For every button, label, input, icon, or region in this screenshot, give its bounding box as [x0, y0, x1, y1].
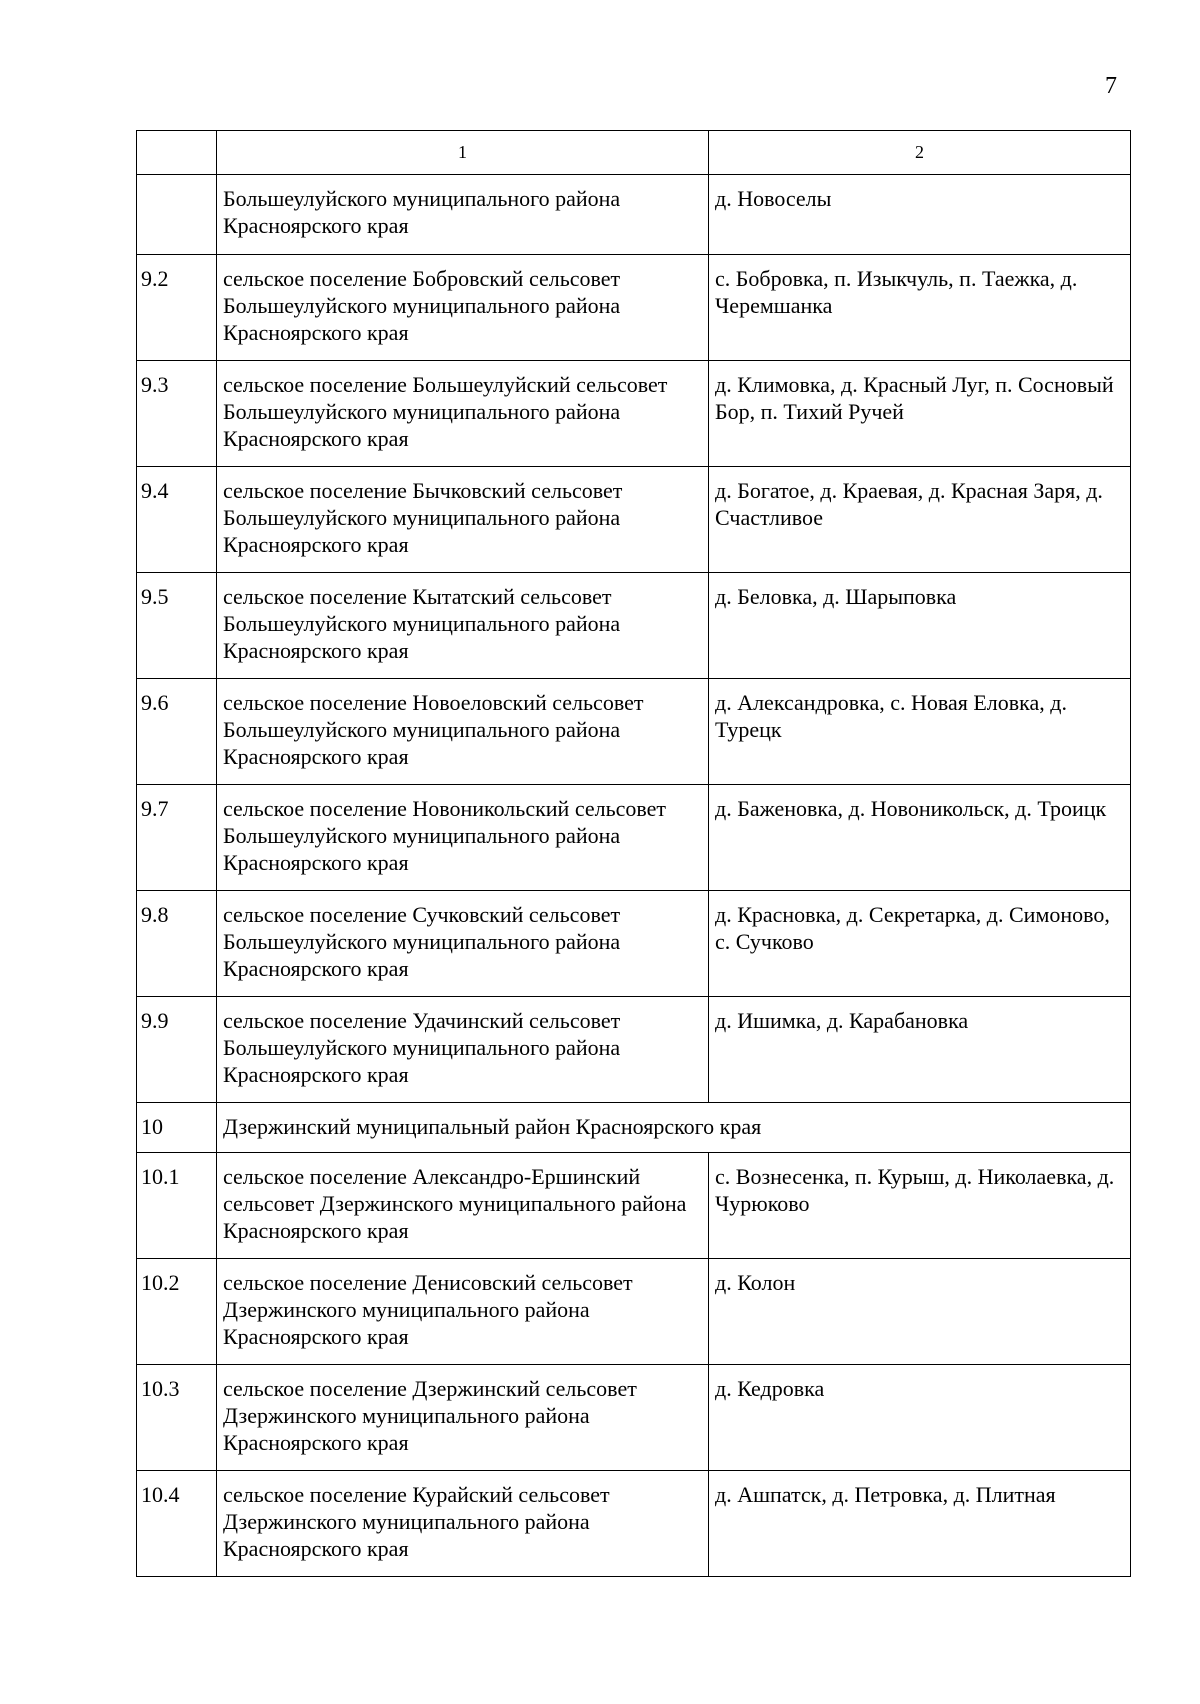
- row-number: 10.1: [137, 1153, 217, 1259]
- settlement-places: д. Богатое, д. Краевая, д. Красная Заря, д. Счастливое: [709, 467, 1131, 573]
- settlement-places: д. Новоселы: [709, 175, 1131, 255]
- table-row: [137, 891, 1131, 997]
- settlement-places: д. Кедровка: [709, 1365, 1131, 1471]
- row-number: 10: [137, 1103, 217, 1153]
- settlement-name: сельское поселение Бобровский сельсовет Большеулуйского муниципального района Красноярского края: [217, 255, 709, 361]
- settlement-name: сельское поселение Дзержинский сельсовет Дзержинского муниципального района Красноярского края: [217, 1365, 709, 1471]
- district-name: Дзержинский муниципальный район Красноярского края: [217, 1103, 1131, 1153]
- row-number: 9.3: [137, 361, 217, 467]
- header-col-1: 1: [217, 131, 709, 175]
- table-header-row: [137, 131, 1131, 175]
- table-row: [137, 1365, 1131, 1471]
- settlement-name: сельское поселение Александро-Ершинский сельсовет Дзержинского муниципального района Красноярского края: [217, 1153, 709, 1259]
- table-row: [137, 997, 1131, 1103]
- settlement-name: сельское поселение Сучковский сельсовет Большеулуйского муниципального района Красноярского края: [217, 891, 709, 997]
- settlement-places: д. Колон: [709, 1259, 1131, 1365]
- settlement-name: сельское поселение Большеулуйский сельсовет Большеулуйского муниципального района Красноярского края: [217, 361, 709, 467]
- settlement-name: сельское поселение Новоеловский сельсовет Большеулуйского муниципального района Красноярского края: [217, 679, 709, 785]
- table-row: [137, 785, 1131, 891]
- settlement-name: сельское поселение Кытатский сельсовет Большеулуйского муниципального района Красноярского края: [217, 573, 709, 679]
- row-number: 10.4: [137, 1471, 217, 1577]
- settlement-name: сельское поселение Денисовский сельсовет Дзержинского муниципального района Красноярского края: [217, 1259, 709, 1365]
- settlement-places: с. Бобровка, п. Изыкчуль, п. Таежка, д. Черемшанка: [709, 255, 1131, 361]
- row-number: 10.3: [137, 1365, 217, 1471]
- table-row: [137, 361, 1131, 467]
- table-row: [137, 467, 1131, 573]
- settlement-name: сельское поселение Новоникольский сельсовет Большеулуйского муниципального района Красноярского края: [217, 785, 709, 891]
- settlements-table: [136, 130, 1131, 1577]
- row-number: 9.7: [137, 785, 217, 891]
- row-number: 9.2: [137, 255, 217, 361]
- settlement-places: с. Вознесенка, п. Курыш, д. Николаевка, д. Чурюково: [709, 1153, 1131, 1259]
- table-row: [137, 573, 1131, 679]
- settlement-places: д. Александровка, с. Новая Еловка, д. Турецк: [709, 679, 1131, 785]
- row-number: 9.8: [137, 891, 217, 997]
- row-number: 9.5: [137, 573, 217, 679]
- table-row: [137, 1471, 1131, 1577]
- settlement-name: сельское поселение Курайский сельсовет Дзержинского муниципального района Красноярского края: [217, 1471, 709, 1577]
- settlement-name: Большеулуйского муниципального района Красноярского края: [217, 175, 709, 255]
- settlement-places: д. Баженовка, д. Новоникольск, д. Троицк: [709, 785, 1131, 891]
- settlement-places: д. Климовка, д. Красный Луг, п. Сосновый Бор, п. Тихий Ручей: [709, 361, 1131, 467]
- row-number: 9.4: [137, 467, 217, 573]
- settlement-name: сельское поселение Бычковский сельсовет Большеулуйского муниципального района Красноярского края: [217, 467, 709, 573]
- district-row: [137, 1103, 1131, 1153]
- settlement-places: д. Красновка, д. Секретарка, д. Симоново, с. Сучково: [709, 891, 1131, 997]
- row-number: 10.2: [137, 1259, 217, 1365]
- row-number: 9.6: [137, 679, 217, 785]
- header-col-2: 2: [709, 131, 1131, 175]
- table-row: [137, 679, 1131, 785]
- table-row: [137, 1259, 1131, 1365]
- row-number: 9.9: [137, 997, 217, 1103]
- row-number: [137, 175, 217, 255]
- settlement-places: д. Ишимка, д. Карабановка: [709, 997, 1131, 1103]
- page-number: 7: [1105, 73, 1117, 99]
- settlement-name: сельское поселение Удачинский сельсовет Большеулуйского муниципального района Красноярского края: [217, 997, 709, 1103]
- table-row: [137, 255, 1131, 361]
- table-row: [137, 175, 1131, 255]
- settlement-places: д. Ашпатск, д. Петровка, д. Плитная: [709, 1471, 1131, 1577]
- header-num: [137, 131, 217, 175]
- table-row: [137, 1153, 1131, 1259]
- settlement-places: д. Беловка, д. Шарыповка: [709, 573, 1131, 679]
